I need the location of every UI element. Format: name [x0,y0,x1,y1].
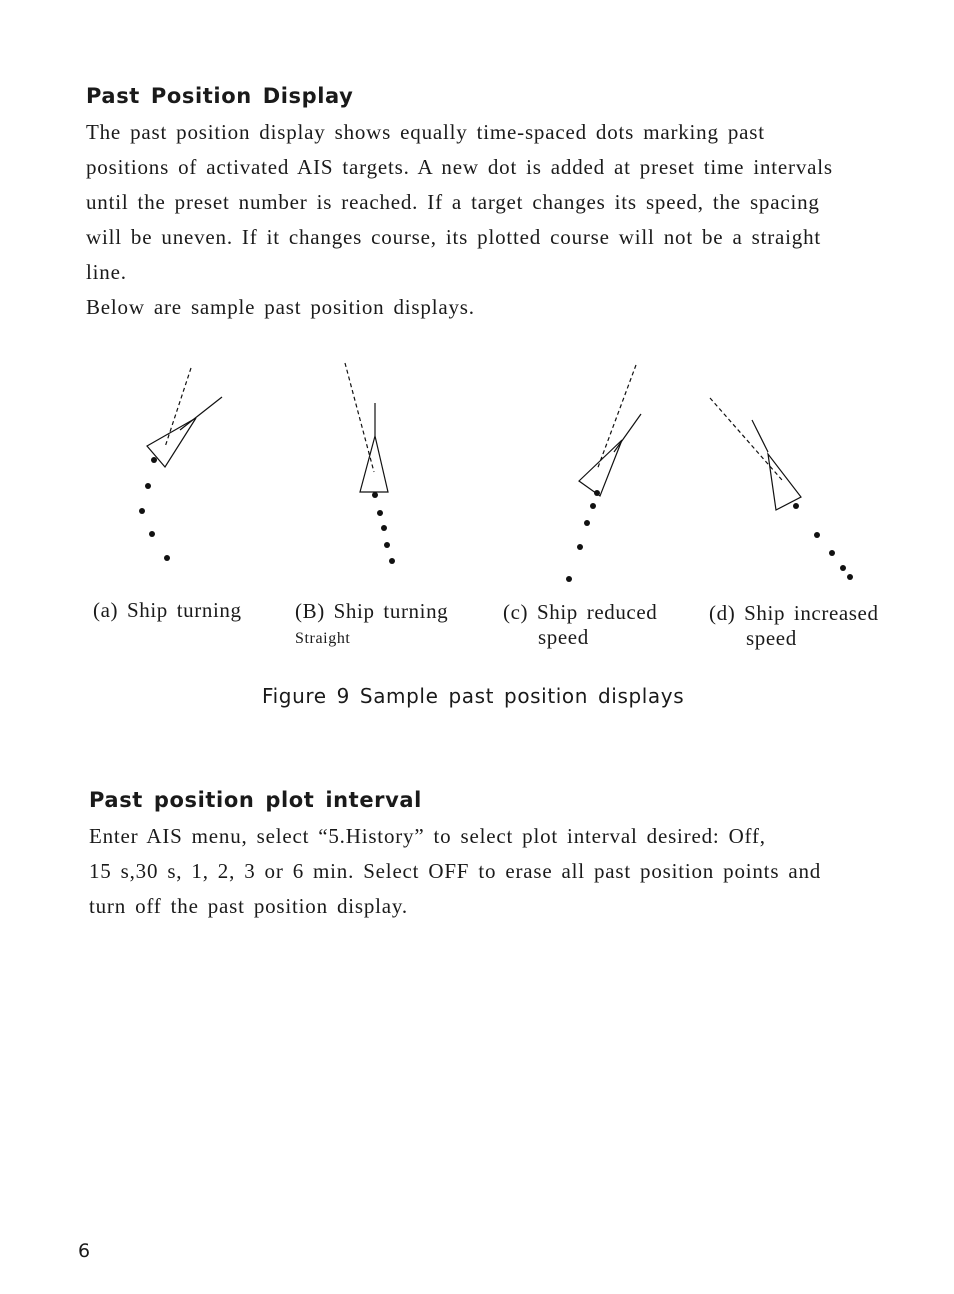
diagram-ship-increased-speed [710,398,853,580]
paragraph-line: Below are sample past position displays. [86,295,475,319]
past-position-dot [151,457,157,463]
paragraph-line: Enter AIS menu, select “5.History” to select plot interval desired: Off, [89,824,766,848]
past-position-dot [847,574,853,580]
heading-line [165,368,191,447]
heading-line [710,398,782,480]
past-position-dot [577,544,583,550]
paragraph-line: The past position display shows equally time-spaced dots marking past [86,120,765,144]
caption-ship-turning: (a) Ship turning [93,598,242,622]
past-position-figure [0,0,954,600]
past-position-dot [149,531,155,537]
past-position-dot [829,550,835,556]
paragraph-line: turn off the past position display. [89,894,408,918]
course-vector [180,397,222,430]
caption-ship-reduced-line2: speed [538,625,589,649]
page-number: 6 [78,1240,91,1262]
past-position-dot [590,503,596,509]
paragraph-line: until the preset number is reached. If a target changes its speed, the spacing [86,190,820,214]
past-position-dot [840,565,846,571]
course-vector [614,414,641,452]
section-title-past-position-display: Past Position Display [86,84,354,108]
caption-ship-increased-line2: speed [746,626,797,650]
caption-ship-increased-line1: (d) Ship increased [709,601,879,625]
diagram-ship-reduced-speed [566,365,641,582]
past-position-dot [594,490,600,496]
figure-caption: Figure 9 Sample past position displays [262,684,685,708]
past-position-dot [377,510,383,516]
course-vector [752,420,768,452]
past-position-dot [814,532,820,538]
past-position-dot [372,492,378,498]
paragraph-line: positions of activated AIS targets. A new dot is added at preset time intervals [86,155,833,179]
ship-symbol [360,436,388,492]
past-position-dot [793,503,799,509]
past-position-dot [389,558,395,564]
ship-symbol [579,440,622,496]
diagram-ship-straight [345,363,395,564]
paragraph-line: 15 s,30 s, 1, 2, 3 or 6 min. Select OFF to erase all past position points and [89,859,822,883]
diagram-ship-turning [139,368,222,561]
caption-ship-reduced-line1: (c) Ship reduced [503,600,658,624]
past-position-dot [566,576,572,582]
section-title-plot-interval: Past position plot interval [89,788,422,812]
past-position-dot [381,525,387,531]
section-paragraph-plot-interval [89,819,821,924]
past-position-dot [145,483,151,489]
caption-ship-straight: (B) Ship turning [295,599,449,623]
past-position-dot [384,542,390,548]
past-position-dot [584,520,590,526]
paragraph-line: line. [86,260,127,284]
past-position-dot [164,555,170,561]
ship-symbol [768,454,801,510]
paragraph-line: will be uneven. If it changes course, its plotted course will not be a straight [86,225,822,249]
caption-ship-straight-sub: Straight [295,630,351,647]
past-position-dot [139,508,145,514]
